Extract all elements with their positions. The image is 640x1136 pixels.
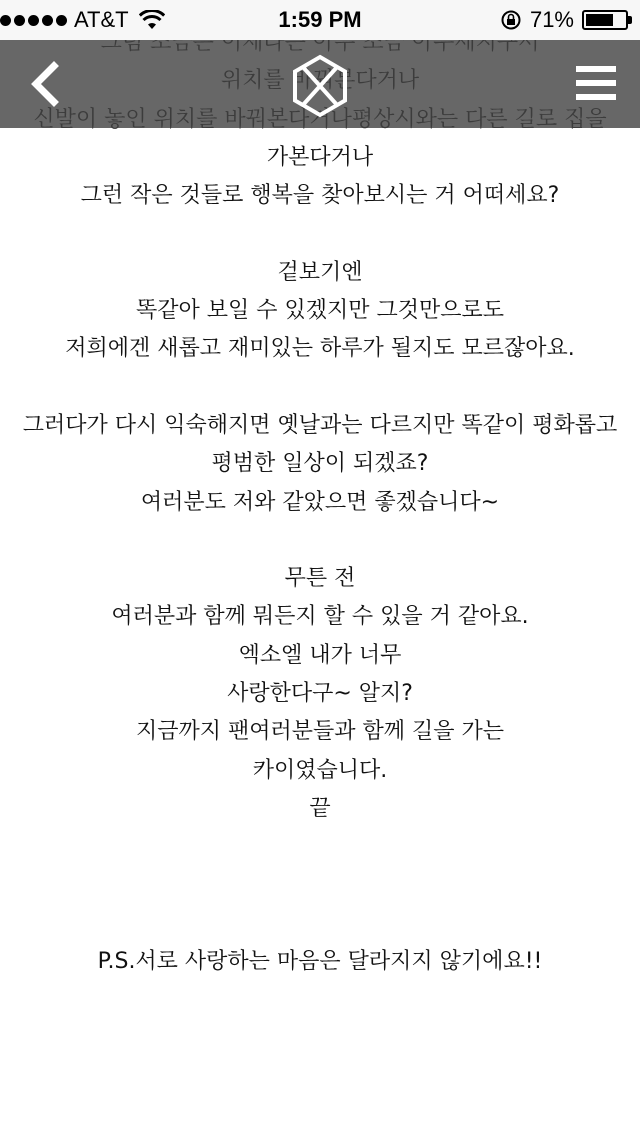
post-line: 평범한 일상이 되겠죠? — [211, 451, 429, 477]
battery-percent: 71% — [529, 7, 574, 32]
paragraph-spacer — [0, 522, 640, 560]
post-line: 사랑한다구~ 알지? — [227, 681, 413, 707]
post-line: 가본다거나 — [266, 144, 374, 170]
chevron-left-icon — [24, 60, 68, 108]
post-line: 겉보기엔 — [277, 259, 363, 285]
post-line: 그런 작은 것들로 행복을 찾아보시는 거 어떠세요? — [80, 183, 560, 209]
nav-bar — [0, 40, 640, 128]
post-line: 똑같아 보일 수 있겠지만 그것만으로도 — [135, 298, 504, 324]
carrier-label: AT&T — [74, 7, 129, 32]
paragraph-spacer — [0, 215, 640, 253]
post-line: 무튼 전 — [284, 566, 356, 592]
post-line: 여러분도 저와 같았으면 좋겠습니다~ — [140, 489, 500, 515]
battery-icon — [582, 10, 628, 30]
paragraph-spacer — [0, 905, 640, 943]
hamburger-menu-icon — [576, 66, 616, 100]
paragraph-spacer — [0, 828, 640, 866]
rotation-lock-icon — [500, 9, 522, 31]
back-button[interactable] — [24, 60, 68, 108]
menu-button[interactable] — [576, 66, 616, 102]
status-time: 1:59 PM — [278, 7, 362, 32]
status-bar — [0, 0, 640, 40]
exo-logo-icon — [288, 54, 352, 118]
status-right — [500, 7, 628, 33]
post-line: 지금까지 팬여러분들과 함께 길을 가는 — [135, 719, 504, 745]
post-line: P.S.서로 사랑하는 마음은 달라지지 않기에요!! — [97, 949, 543, 975]
post-line: 카이였습니다. — [252, 757, 388, 783]
post-line: 여러분과 함께 뭐든지 할 수 있을 거 같아요. — [111, 604, 529, 630]
post-line: 저희에겐 새롭고 재미있는 하루가 될지도 모르잖아요. — [65, 336, 575, 362]
battery-level-fill — [586, 14, 613, 26]
post-line: 그러다가 다시 익숙해지면 옛날과는 다르지만 똑같이 평화롭고 — [22, 412, 618, 438]
paragraph-spacer — [0, 369, 640, 407]
paragraph-spacer — [0, 867, 640, 905]
post-line: 끝 — [309, 795, 331, 821]
post-line: 엑소엘 내가 너무 — [238, 642, 402, 668]
post-content — [0, 24, 640, 981]
